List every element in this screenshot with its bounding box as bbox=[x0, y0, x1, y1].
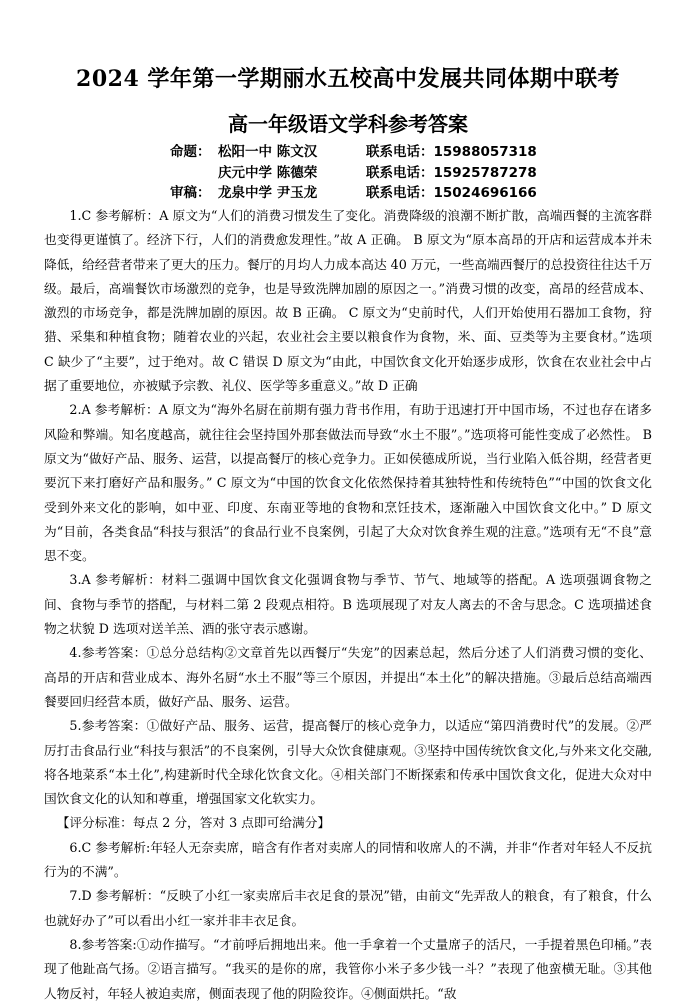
answer-item-8: 8.参考答案:①动作描写。“才前呼后拥地出来。他一手拿着一个丈量席子的活尺，一手提着黑色印桶。”表现了他趾高气扬。②语言描写。“我买的是你的席，我管你小米子多少钱一斗？”表现了他蛮横无耻。③其他人物反衬，年轻人被迫卖席，侧面表现了他的阴险狡诈。④侧面烘托。“敌 bbox=[44, 936, 652, 1001]
credit-name: 松阳一中 陈文汉 bbox=[218, 144, 318, 160]
answer-item-2: 2.A 参考解析：A 原文为“海外名厨在前期有强力背书作用，有助于迅速打开中国市场，不过也存在诸多风险和弊端。知名度越高，就往往会坚持国外那套做法而导致“水土不服”。”选项将可能性变成了必然性。 B 原文为“做好产品、服务、运营，以提高餐厅的核心竞争力。正如侯德成所说，当行业陷入低谷期，经营者更要沉下来打磨好产品和服务。” C 原文为“中国的饮食文化依然保持着其独特性和传统特色”“中国的饮食文化受到外来文化的影响，如中亚、印度、东南亚等地的食物和烹饪技术，逐渐融入中国饮食文化中。” D 原文为“目前，各类食品“科技与狠活”的食品行业不良案例，引起了大众对饮食养生观的注意。”选项有无“不良”意思不变。 bbox=[44, 402, 652, 564]
credit-role: 命题： bbox=[170, 144, 211, 160]
credit-phone: 联系电话：15988057318 bbox=[366, 144, 537, 160]
credit-name: 庆元中学 陈德荣 bbox=[218, 165, 318, 181]
answer-item-6: 6.C 参考解析:年轻人无奈卖席，暗含有作者对卖席人的同情和收席人的不满，并非“作者对年轻人不反抗行为的不满”。 bbox=[44, 839, 652, 880]
page-subtitle: 高一年级语文学科参考答案 bbox=[228, 112, 468, 136]
answer-item-5: 5.参考答案：①做好产品、服务、运营，提高餐厅的核心竞争力，以适应“第四消费时代”的发展。②严厉打击食品行业“科技与狠活”的不良案例，引导大众饮食健康观。③坚持中国传统饮食文化,与外来文化交融,将各地菜系“本土化”,构建新时代全球化饮食文化。④相关部门不断探索和传承中国饮食文化，促进大众对中国饮食文化的认知和尊重，增强国家文化软实力。 bbox=[44, 718, 652, 807]
page-title: 2024 学年第一学期丽水五校高中发展共同体期中联考 bbox=[76, 66, 620, 92]
answer-item-3: 3.A 参考解析：材料二强调中国饮食文化强调食物与季节、节气、地域等的搭配。A 选项强调食物之间、食物与季节的搭配，与材料二第 2 段观点相符。B 选项展现了对友人离去的不舍与思念。C 选项描述食物之状貌 D 选项对送羊羔、酒的张守表示感谢。 bbox=[44, 572, 652, 637]
answer-item-1: 1.C 参考解析：A 原文为“人们的消费习惯发生了变化。消费降级的浪潮不断扩散，高端西餐的主流客群也变得更谨慎了。经济下行，人们的消费愈发理性。”故 A 正确。 B 原文为“原本高昂的开店和运营成本并未降低，给经营者带来了更大的压力。餐厅的月均人力成本高达 40 万元，一些高端西餐厅的总投资往往达千万级。最后，高端餐饮市场激烈的竞争，也是导致洗牌加剧的原因之一。”消费习惯的改变，高昂的经营成本、激烈的市场竞争，都是洗牌加剧的原因。故 B 正确。 C 原文为“史前时代，人们开始使用石器加工食物，狩猎、采集和种植食物；随着农业的兴起，农业社会主要以粮食作为食物，米、面、豆类等为主要食材。”选项 C 缺少了“主要”，过于绝对。故 C 错误 D 原文为“由此，中国饮食文化开始逐步成形，饮食在农业社会中占据了重要地位，亦被赋予宗教、礼仪、医学等多重意义。”故 D 正确 bbox=[44, 208, 652, 394]
credit-phone: 联系电话：15925787278 bbox=[366, 165, 537, 181]
credit-name: 龙泉中学 尹玉龙 bbox=[218, 185, 318, 201]
credit-phone: 联系电话：15024696166 bbox=[366, 185, 537, 201]
answer-item-7: 7.D 参考解析：“反映了小红一家卖席后丰衣足食的景况”错，由前文“先弄敌人的粮食，有了粮食，什么也就好办了”可以看出小红一家并非丰衣足食。 bbox=[44, 888, 652, 928]
answer-body bbox=[44, 204, 652, 1006]
credit-role: 审稿： bbox=[170, 185, 211, 201]
answer-item-4: 4.参考答案：①总分总结构②文章首先以西餐厅“失宠”的因素总起，然后分述了人们消费习惯的变化、高昂的开店和营业成本、海外名厨“水土不服”等三个原因，并提出“本土化”的解决措施。③最后总结高端西餐要回归经营本质，做好产品、服务、运营。 bbox=[44, 645, 652, 709]
scoring-criteria: 【评分标准：每点 2 分，答对 3 点即可给满分】 bbox=[56, 815, 331, 831]
